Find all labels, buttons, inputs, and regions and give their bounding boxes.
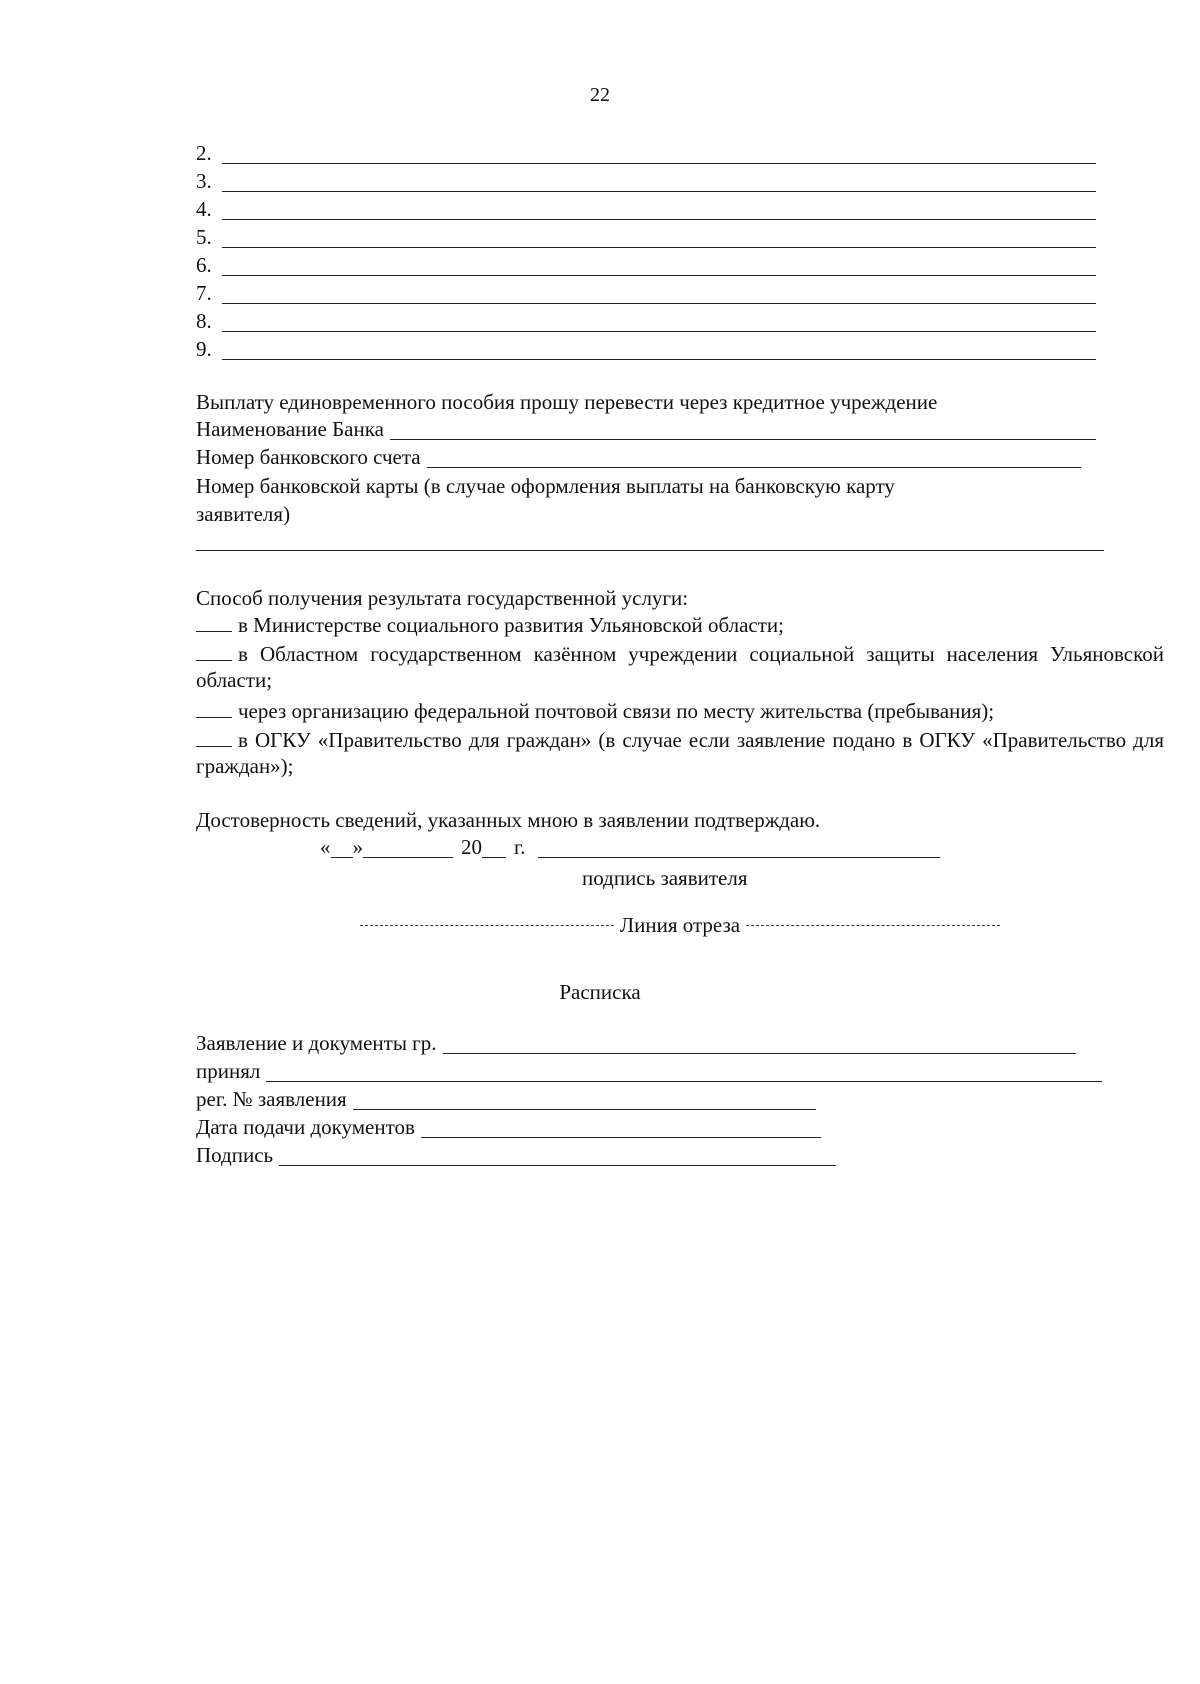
blank-line[interactable] (222, 259, 1096, 276)
cut-line-dash (746, 925, 1000, 926)
numbered-line (196, 222, 1096, 248)
account-label: Номер банковского счета (196, 445, 421, 469)
numbered-line (196, 194, 1096, 220)
year-suffix: г. (514, 835, 526, 859)
receipt-field-input[interactable] (266, 1067, 1102, 1082)
receipt-field-label: рег. № заявления (196, 1087, 347, 1111)
receipt-field-label: Заявление и документы гр. (196, 1031, 437, 1055)
result-option (196, 612, 1164, 638)
result-heading: Способ получения результата государственной услуги: (196, 586, 689, 610)
numbered-line (196, 138, 1096, 164)
cut-line (360, 913, 1000, 938)
blank-line[interactable] (222, 175, 1096, 192)
receipt-field-input[interactable] (443, 1039, 1076, 1054)
card-label-line2: заявителя) (196, 502, 291, 526)
receipt-field (196, 1142, 836, 1166)
cut-line-dash (360, 925, 614, 926)
line-number: 5. (196, 225, 212, 249)
year-input[interactable] (482, 843, 506, 858)
account-field (196, 444, 1081, 468)
cut-line-label: Линия отреза (619, 913, 741, 937)
blank-line[interactable] (222, 203, 1096, 220)
date-open-quote: « (320, 835, 331, 859)
option-label: через организацию федеральной почтовой связи по месту жительства (пребывания); (238, 699, 995, 723)
card-number-input[interactable] (196, 550, 1104, 551)
receipt-title: Расписка (559, 980, 641, 1004)
page-number: 22 (590, 84, 610, 106)
line-number: 3. (196, 169, 212, 193)
signature-input[interactable] (538, 843, 941, 858)
account-input[interactable] (427, 453, 1081, 468)
bank-name-label: Наименование Банка (196, 417, 384, 441)
option-checkbox[interactable] (196, 732, 232, 747)
receipt-field-label: Дата подачи документов (196, 1115, 415, 1139)
numbered-line (196, 278, 1096, 304)
payment-intro: Выплату единовременного пособия прошу перевести через кредитное учреждение (196, 390, 938, 414)
receipt-field (196, 1058, 1102, 1082)
option-checkbox[interactable] (196, 703, 232, 718)
date-close-quote: » (352, 835, 363, 859)
receipt-field-input[interactable] (353, 1095, 816, 1110)
month-input[interactable] (363, 843, 453, 858)
option-label: в Областном государственном казённом учреждении социальной защиты населения Ульяновской области; (196, 642, 1164, 693)
result-option (196, 641, 1164, 694)
line-number: 7. (196, 281, 212, 305)
line-number: 8. (196, 309, 212, 333)
numbered-line (196, 166, 1096, 192)
line-number: 2. (196, 141, 212, 165)
option-checkbox[interactable] (196, 617, 232, 632)
blank-line[interactable] (222, 315, 1096, 332)
line-number: 6. (196, 253, 212, 277)
bank-name-field (196, 416, 1096, 440)
receipt-field (196, 1086, 816, 1110)
confirmation-text: Достоверность сведений, указанных мною в заявлении подтверждаю. (196, 808, 821, 832)
numbered-line (196, 306, 1096, 332)
blank-line[interactable] (222, 287, 1096, 304)
option-checkbox[interactable] (196, 646, 232, 661)
receipt-field (196, 1030, 1076, 1054)
receipt-field (196, 1114, 821, 1138)
result-option (196, 698, 1164, 724)
blank-line[interactable] (222, 343, 1096, 360)
result-option (196, 727, 1164, 780)
blank-line[interactable] (222, 231, 1096, 248)
receipt-field-label: принял (196, 1059, 261, 1083)
signature-caption: подпись заявителя (582, 866, 748, 890)
receipt-field-input[interactable] (279, 1151, 836, 1166)
bank-name-input[interactable] (390, 425, 1096, 440)
date-signature-row (320, 834, 940, 858)
line-number: 4. (196, 197, 212, 221)
day-input[interactable] (331, 843, 353, 858)
blank-line[interactable] (222, 147, 1096, 164)
receipt-field-label: Подпись (196, 1143, 274, 1167)
numbered-line (196, 250, 1096, 276)
receipt-field-input[interactable] (421, 1123, 821, 1138)
option-label: в ОГКУ «Правительство для граждан» (в случае если заявление подано в ОГКУ «Правительство для граждан»); (196, 728, 1164, 779)
option-label: в Министерстве социального развития Ульяновской области; (238, 613, 784, 637)
line-number: 9. (196, 337, 212, 361)
numbered-line (196, 334, 1096, 360)
card-label-line1: Номер банковской карты (в случае оформления выплаты на банковскую карту (196, 474, 895, 498)
year-prefix: 20 (461, 835, 482, 859)
